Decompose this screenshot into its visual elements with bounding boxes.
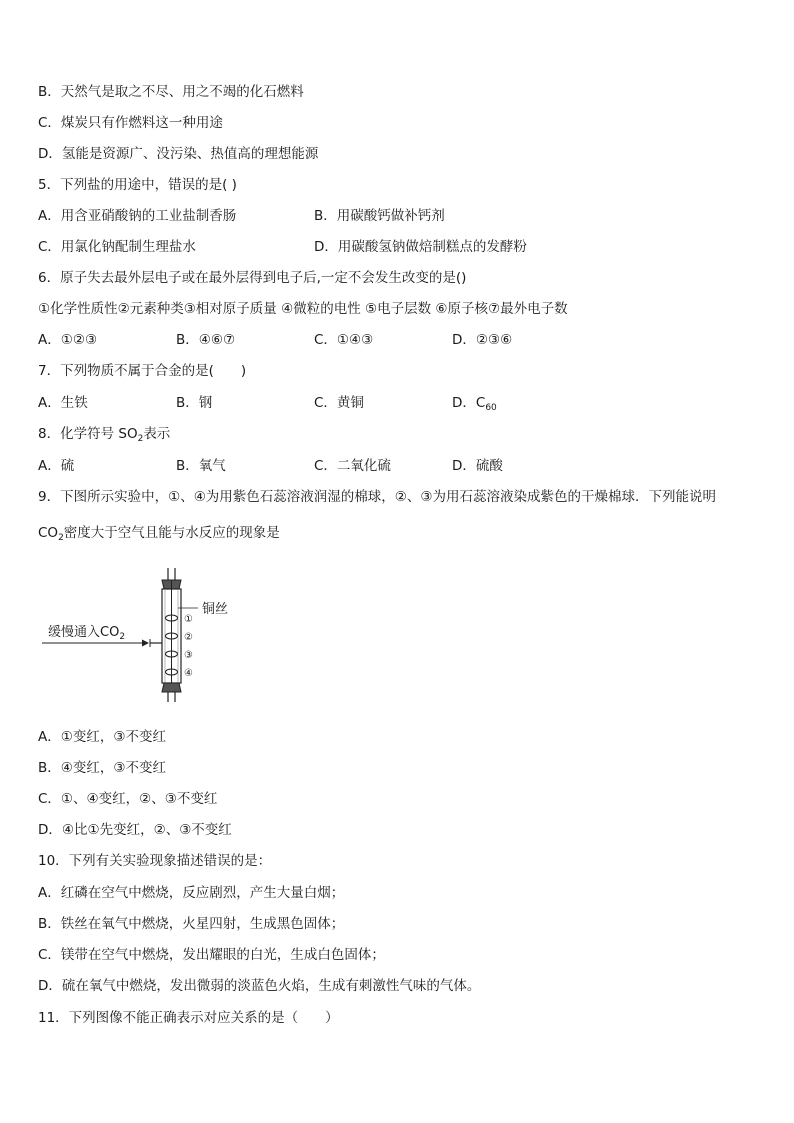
q9-stem-suffix: 密度大于空气且能与水反应的现象是 bbox=[63, 525, 280, 541]
q9-option-b: B．④变红，③不变红 bbox=[38, 760, 166, 776]
copper-wire-label: 铜丝 bbox=[202, 602, 229, 617]
q8-option-c: C．二氧化硫 bbox=[314, 458, 391, 474]
question-7-stem: 7．下列物质不属于合金的是( ) bbox=[38, 363, 247, 379]
ball-label-3: ③ bbox=[184, 650, 193, 661]
question-6-stem: 6．原子失去最外层电子或在最外层得到电子后,一定不会发生改变的是() bbox=[38, 270, 467, 286]
ball-label-1: ① bbox=[184, 614, 193, 625]
option-d-hydrogen: D．氢能是资源广、没污染、热值高的理想能源 bbox=[38, 146, 319, 162]
question-9-stem-line2 bbox=[38, 524, 280, 547]
question-5-stem: 5．下列盐的用途中，错误的是( ) bbox=[38, 177, 237, 193]
q7-option-d bbox=[452, 394, 497, 417]
ball-label-2: ② bbox=[184, 632, 193, 643]
q5-option-b: B．用碳酸钙做补钙剂 bbox=[314, 208, 445, 224]
q7-option-b: B．钢 bbox=[176, 395, 213, 411]
q6-option-a: A．①②③ bbox=[38, 332, 98, 348]
co2-inflow-label-subscript: 2 bbox=[119, 632, 126, 642]
option-b-natural-gas: B．天然气是取之不尽、用之不竭的化石燃料 bbox=[38, 84, 304, 100]
q8-stem-suffix: 表示 bbox=[143, 426, 171, 442]
co2-inflow-label-text: 缓慢通入CO bbox=[48, 625, 120, 640]
question-8-stem bbox=[38, 425, 170, 448]
q7-option-d-text: D．C bbox=[452, 395, 486, 411]
question-10-stem: 10．下列有关实验现象描述错误的是： bbox=[38, 853, 272, 869]
ball-label-4: ④ bbox=[184, 668, 193, 679]
q9-option-d: D．④比①先变红，②、③不变红 bbox=[38, 822, 232, 838]
q5-option-a: A．用含亚硝酸钠的工业盐制香肠 bbox=[38, 208, 237, 224]
q6-option-c: C．①④③ bbox=[314, 332, 374, 348]
arrow-head-icon bbox=[142, 640, 149, 647]
q8-option-b: B．氧气 bbox=[176, 458, 226, 474]
q6-option-d: D．②③⑥ bbox=[452, 332, 513, 348]
co2-experiment-diagram bbox=[38, 566, 258, 706]
q5-option-d: D．用碳酸氢钠做焙制糕点的发酵粉 bbox=[314, 239, 527, 255]
q8-option-a: A．硫 bbox=[38, 458, 75, 474]
q8-stem-prefix: 8．化学符号 SO bbox=[38, 426, 138, 442]
q8-stem-subscript: 2 bbox=[137, 434, 144, 444]
option-c-coal: C．煤炭只有作燃料这一种用途 bbox=[38, 115, 223, 131]
co2-inflow-label bbox=[48, 624, 125, 642]
q9-option-a: A．①变红，③不变红 bbox=[38, 729, 166, 745]
q10-option-a: A．红磷在空气中燃烧，反应剧烈，产生大量白烟； bbox=[38, 885, 345, 901]
q7-option-a: A．生铁 bbox=[38, 395, 88, 411]
q5-option-c: C．用氯化钠配制生理盐水 bbox=[38, 239, 196, 255]
q9-stem-subscript: 2 bbox=[58, 533, 64, 543]
q7-option-d-subscript: 60 bbox=[485, 403, 497, 413]
q10-option-b: B．铁丝在氧气中燃烧，火星四射，生成黑色固体； bbox=[38, 916, 345, 932]
question-6-items: ①化学性质性②元素种类③相对原子质量 ④微粒的电性 ⑤电子层数 ⑥原子核⑦最外电子数 bbox=[38, 301, 568, 317]
q6-option-b: B．④⑥⑦ bbox=[176, 332, 236, 348]
question-11-stem: 11．下列图像不能正确表示对应关系的是（ ） bbox=[38, 1010, 339, 1026]
q9-stem-co: CO bbox=[38, 525, 59, 541]
q9-option-c: C．①、④变红，②、③不变红 bbox=[38, 791, 218, 807]
q10-option-c: C．镁带在空气中燃烧，发出耀眼的白光，生成白色固体； bbox=[38, 947, 385, 963]
q8-option-d: D．硫酸 bbox=[452, 458, 503, 474]
q7-option-c: C．黄铜 bbox=[314, 395, 364, 411]
bottom-stopper bbox=[162, 683, 181, 692]
q10-option-d: D．硫在氧气中燃烧，发出微弱的淡蓝色火焰，生成有刺激性气味的气体。 bbox=[38, 978, 481, 994]
question-9-stem: 9．下图所示实验中，①、④为用紫色石蕊溶液润湿的棉球，②、③为用石蕊溶液染成紫色的干燥棉球．下列能说明 bbox=[38, 489, 716, 505]
